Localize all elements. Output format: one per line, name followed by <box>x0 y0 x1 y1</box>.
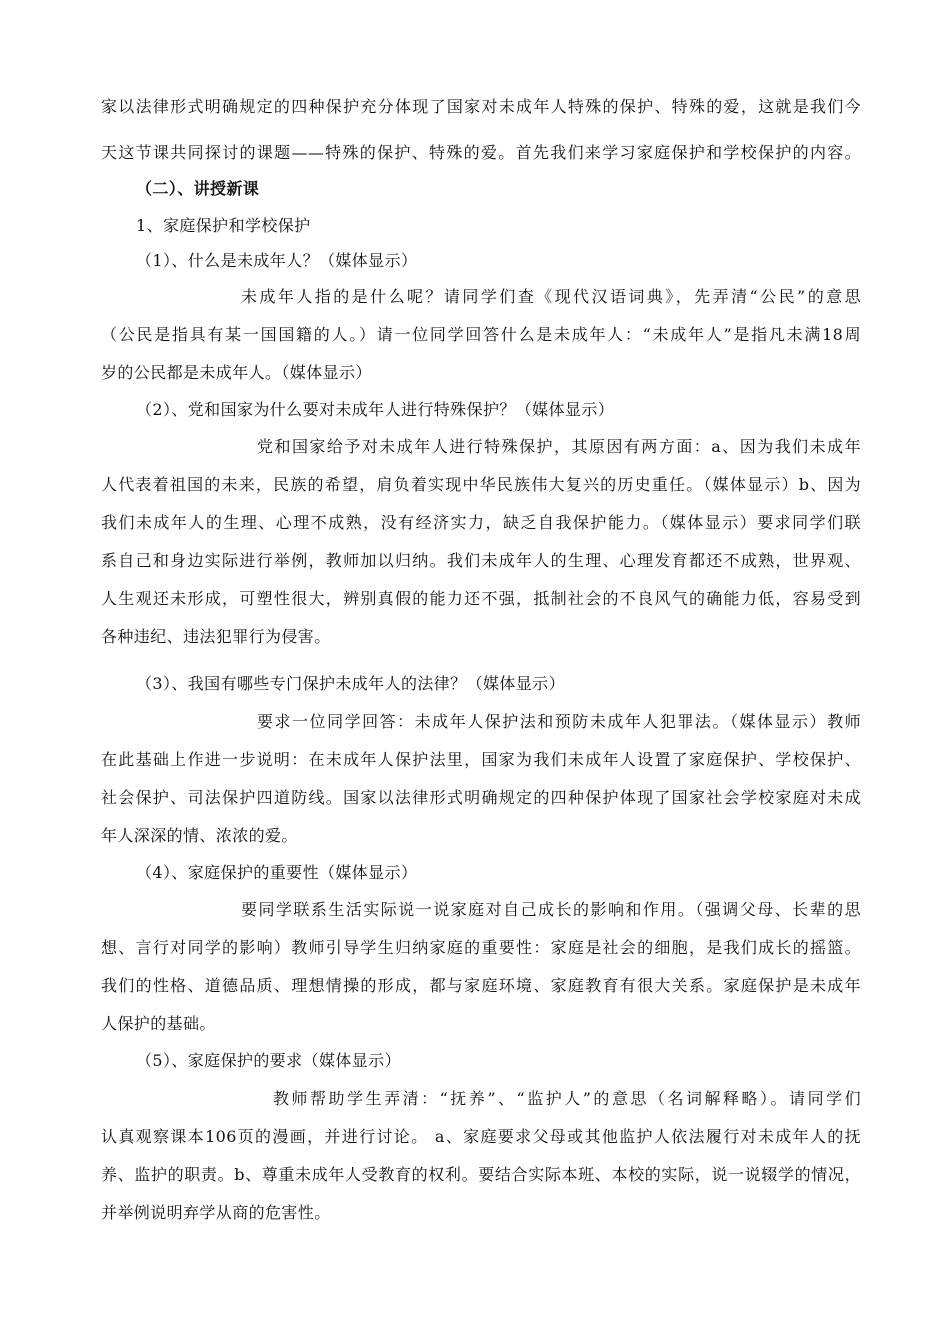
question-heading: （3）、我国有哪些专门保护未成年人的法律？（媒体显示） <box>136 674 565 693</box>
paragraph-line: 天这节课共同探讨的课题——特殊的保护、特殊的爱。首先我们来学习家庭保护和学校保护的内容。 <box>101 143 861 162</box>
subsection-heading: 1、家庭保护和学校保护 <box>136 216 311 235</box>
paragraph-line: （公民是指具有某一国国籍的人。）请一位同学回答什么是未成年人：“未成年人”是指凡未满18周 <box>101 325 861 344</box>
question-heading: （1）、什么是未成年人？（媒体显示） <box>136 251 418 270</box>
paragraph-line: 党和国家给予对未成年人进行特殊保护，其原因有两方面：a、因为我们未成年 <box>257 437 861 456</box>
question-heading: （4）、家庭保护的重要性（媒体显示） <box>136 863 418 882</box>
paragraph-line: 家以法律形式明确规定的四种保护充分体现了国家对未成年人特殊的保护、特殊的爱，这就是我们今 <box>101 97 861 116</box>
paragraph-line: 养、监护的职责。b、尊重未成年人受教育的权利。要结合实际本班、本校的实际，说一说辍学的情况， <box>101 1165 861 1184</box>
paragraph-line: 想、言行对同学的影响）教师引导学生归纳家庭的重要性：家庭是社会的细胞，是我们成长的摇篮。 <box>101 938 861 957</box>
paragraph-line: 我们的性格、道德品质、理想情操的形成，都与家庭环境、家庭教育有很大关系。家庭保护是未成年 <box>101 976 861 995</box>
paragraph-line: 在此基础上作进一步说明：在未成年人保护法里，国家为我们未成年人设置了家庭保护、学校保护、 <box>101 750 861 769</box>
section-heading: （二）、讲授新课 <box>136 179 260 198</box>
paragraph-line: 人保护的基础。 <box>101 1014 216 1033</box>
paragraph-line: 社会保护、司法保护四道防线。国家以法律形式明确规定的四种保护体现了国家社会学校家庭对未成 <box>101 788 861 807</box>
paragraph-line: 教师帮助学生弄清：“抚养”、“监护人”的意思（名词解释略）。请同学们 <box>273 1089 861 1108</box>
paragraph-line: 年人深深的情、浓浓的爱。 <box>101 826 298 845</box>
paragraph-line: 人生观还未形成，可塑性很大，辨别真假的能力还不强，抵制社会的不良风气的确能力低，容易受到 <box>101 589 861 608</box>
paragraph-line: 我们未成年人的生理、心理不成熟，没有经济实力，缺乏自我保护能力。（媒体显示）要求同学们联 <box>101 513 861 532</box>
paragraph-line: 岁的公民都是未成年人。（媒体显示） <box>101 363 372 382</box>
paragraph-line: 未成年人指的是什么呢？请同学们查《现代汉语词典》，先弄清“公民”的意思 <box>241 287 861 306</box>
question-heading: （5）、家庭保护的要求（媒体显示） <box>136 1051 401 1070</box>
paragraph-line: 各种违纪、违法犯罪行为侵害。 <box>101 627 331 646</box>
paragraph-line: 要同学联系生活实际说一说家庭对自己成长的影响和作用。（强调父母、长辈的思 <box>241 900 861 919</box>
paragraph-line: 并举例说明弃学从商的危害性。 <box>101 1203 331 1222</box>
paragraph-line: 人代表着祖国的未来，民族的希望，肩负着实现中华民族伟大复兴的历史重任。（媒体显示）b、因为 <box>101 475 861 494</box>
paragraph-line: 要求一位同学回答：未成年人保护法和预防未成年人犯罪法。（媒体显示）教师 <box>257 712 861 731</box>
paragraph-line: 系自己和身边实际进行举例，教师加以归纳。我们未成年人的生理、心理发育都还不成熟，世界观、 <box>101 551 861 570</box>
question-heading: （2）、党和国家为什么要对未成年人进行特殊保护？（媒体显示） <box>136 400 615 419</box>
paragraph-line: 认真观察课本106页的漫画，并进行讨论。 a、家庭要求父母或其他监护人依法履行对未成年人的抚 <box>101 1127 861 1146</box>
